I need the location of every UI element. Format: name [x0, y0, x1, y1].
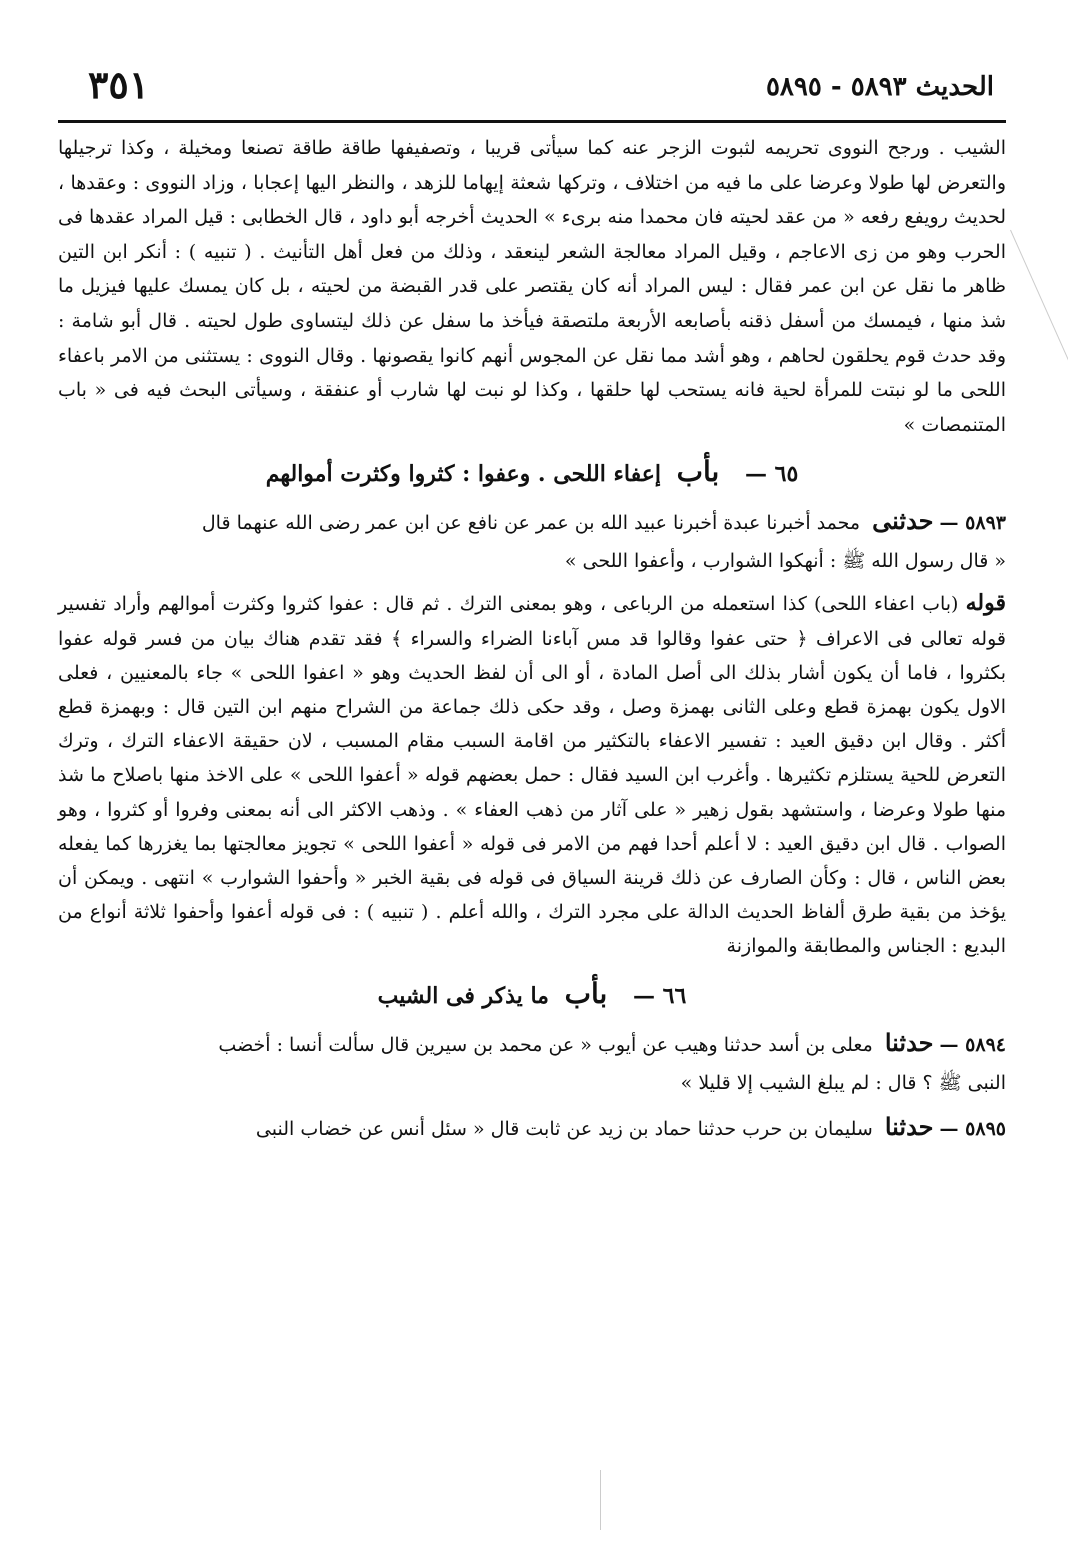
scan-artifact-line	[600, 1470, 601, 1530]
hadith-matn: النبى ﷺ ؟ قال : لم يبلغ الشيب إلا قليلا »	[680, 1071, 1006, 1094]
chapter-heading	[58, 974, 1006, 1016]
hadith-isnad: محمد أخبرنا عبدة أخبرنا عبيد الله بن عمر عن نافع عن ابن عمر رضى الله عنهما قال	[201, 512, 861, 535]
chapter-bab-label: بأب	[564, 976, 608, 1010]
hadith-lead-word: حدثنى	[872, 506, 934, 536]
hadith-text	[58, 502, 1006, 542]
chapter-title: ما يذكر فى الشيب	[377, 982, 549, 1009]
page-header	[58, 62, 1006, 123]
hadith-lead-word: حدثنا	[884, 1027, 934, 1057]
book-page	[58, 62, 1006, 1502]
hadith-isnad: معلى بن أسد حدثنا وهيب عن أيوب « عن محمد بن سيرين قال سألت أنسا : أخضب	[218, 1033, 873, 1056]
commentary-lead-word: قوله	[965, 590, 1006, 617]
commentary-paragraph	[58, 586, 1006, 963]
page-number: ٣٥١	[88, 62, 150, 107]
commentary-text: (باب اعفاء اللحى) كذا استعمله من الرباعى ، وهو بمعنى الترك . ثم قال : عفوا كثروا وكثرت أموالهم وأراد تفسير قوله تعالى فى الاعراف ﴿ حتى عفوا وقالوا قد مس آباءنا الضراء والسراء ﴾ فقد تقدم هناك بيان من فسر قوله عفوا بكثروا ، فاما أن يكون أشار بذلك الى أصل المادة ، أو الى أن لفظ الحديث وهو « اعفوا اللحى » جاء بالمعنيين ، فعلى الاول يكون بهمزة قطع وعلى الثانى بهمزة وصل ، وقد حكى ذلك جماعة من الشراح منهم ابن التين قال : وبهمزة قطع أكثر . وقال ابن دقيق العيد : تفسير الاعفاء بالتكثير من اقامة السبب مقام المسبب ، لان حقيقة الاعفاء الترك ، وترك التعرض للحية يستلزم تكثيرها . وأغرب ابن السيد فقال : حمل بعضهم قوله « أعفوا اللحى » على الاخذ منها باصلاح ما شذ منها طولا وعرضا ، واستشهد بقول زهير « على آثار من ذهب العفاء » . وذهب الاكثر الى أنه بمعنى وفروا أو كثروا ، وهو الصواب . قال ابن دقيق العيد : لا أعلم أحدا فهم من الامر فى قوله « أعفوا اللحى » تجويز معالجتها بما يغزرها كما يفعله بعض الناس ، قال : وكأن الصارف عن ذلك قرينة السياق فى قوله فى بقية الخبر « وأحفوا الشوارب » انتهى . ويمكن أن يؤخذ من بقية طرق ألفاظ الحديث الدالة على مجرد الترك ، والله أعلم . ( تنبيه ) : فى قوله أعفوا وأحفوا ثلاثة أنواع من البديع : الجناس والمطابقة والموازنة	[58, 593, 1006, 958]
hadith-number: ٥٨٩٥ —	[939, 1117, 1006, 1140]
hadith-matn: « قال رسول الله ﷺ : أنهكوا الشوارب ، وأعفوا اللحى »	[564, 550, 1006, 573]
page-content	[58, 123, 1006, 1148]
running-title: الحديث ٥٨٩٣ - ٥٨٩٥	[765, 72, 994, 102]
chapter-number: ٦٦ —	[633, 982, 687, 1009]
hadith-isnad: سليمان بن حرب حدثنا حماد بن زيد عن ثابت قال « سئل أنس عن خضاب النبى	[255, 1117, 873, 1140]
hadith-number: ٥٨٩٤ —	[939, 1033, 1006, 1056]
chapter-title: إعفاء اللحى . وعفوا : كثروا وكثرت أموالهم	[265, 461, 661, 488]
chapter-number: ٦٥ —	[744, 461, 799, 488]
chapter-bab-label: بأب	[676, 455, 720, 489]
hadith-lead-word: حدثنا	[884, 1111, 934, 1141]
commentary-paragraph: الشيب . ورجح النووى تحريمه لثبوت الزجر عنه كما سيأتى قريبا ، وتصفيفها طاقة طاقة تصنعا ومخيلة ، وكذا ترجيلها والتعرض لها طولا وعرضا على ما فيه من اختلاف ، وتركها شعثة إيهاما للزهد ، والنظر اليها إعجابا ، وزاد النووى : وعقدها ، لحديث رويفع رفعه « من عقد لحيته فان محمدا منه برىء » الحديث أخرجه أبو داود ، قال الخطابى : قيل المراد عقدها فى الحرب وهو من زى الاعاجم ، وقيل المراد معالجة الشعر لينعقد ، وذلك من فعل أهل التأنيث . ( تنبيه ) : أنكر ابن التين ظاهر ما نقل عن ابن عمر فقال : ليس المراد أنه كان يقتصر على قدر القبضة من لحيته ، بل كان يمسك عليها فيزيل ما شذ منها ، فيمسك من أسفل ذقنه بأصابعه الأربعة ملتصقة فيأخذ ما سفل عن ذلك ليتساوى طول لحيته . قال أبو شامة : وقد حدث قوم يحلقون لحاهم ، وهو أشد مما نقل عن المجوس أنهم كانوا يقصونها . وقال النووى : يستثنى من الامر باعفاء اللحى ما لو نبتت للمرأة لحية فانه يستحب لها حلقها ، وكذا لو نبت لها شارب أو عنفقة ، وسيأتى البحث فيه فى « باب المتنمصات »	[58, 137, 1006, 436]
scan-artifact-line	[1010, 230, 1068, 559]
hadith-text	[58, 1108, 1006, 1148]
chapter-heading	[58, 452, 1006, 494]
hadith-number: ٥٨٩٣ —	[939, 512, 1006, 535]
hadith-text	[58, 1024, 1006, 1064]
